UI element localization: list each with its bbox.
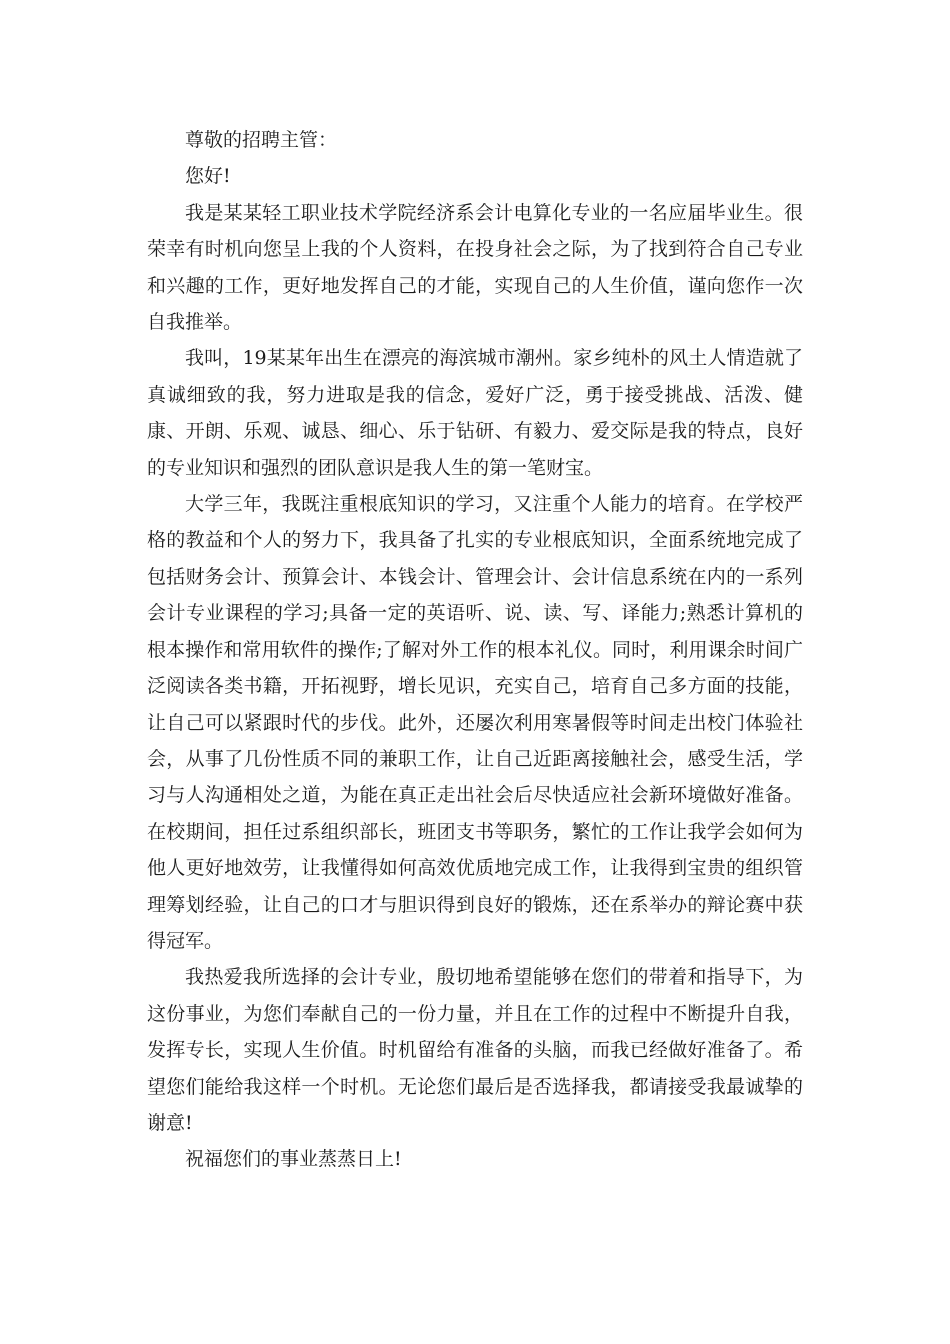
greeting: 您好!	[185, 165, 231, 188]
closing: 祝福您们的事业蒸蒸日上!	[185, 1148, 402, 1171]
paragraph-aspiration: 我热爱我所选择的会计专业，殷切地希望能够在您们的带着和指导下，为这份事业，为您们奉献自己的一份力量，并且在工作的过程中不断提升自我，发挥专长，实现人生价值。时机留给有准备的头脑，而我已经做好准备了。希望您们能给我这样一个时机。无论您们最后是否选择我，都请接受我最诚挚的谢意!	[147, 966, 803, 1134]
paragraph-education: 大学三年，我既注重根底知识的学习，又注重个人能力的培育。在学校严格的教益和个人的努力下，我具备了扎实的专业根底知识，全面系统地完成了包括财务会计、预算会计、本钱会计、管理会计、会计信息系统在内的一系列会计专业课程的学习;具备一定的英语听、说、读、写、译能力;熟悉计算机的根本操作和常用软件的操作;了解对外工作的根本礼仪。同时，利用课余时间广泛阅读各类书籍，开拓视野，增长见识，充实自己，培育自己多方面的技能，让自己可以紧跟时代的步伐。此外，还屡次利用寒暑假等时间走出校门体验社会，从事了几份性质不同的兼职工作，让自己近距离接触社会，感受生活，学习与人沟通相处之道，为能在真正走出社会后尽快适应社会新环境做好准备。在校期间，担任过系组织部长，班团支书等职务，繁忙的工作让我学会如何为他人更好地效劳，让我懂得如何高效优质地完成工作，让我得到宝贵的组织管理筹划经验，让自己的口才与胆识得到良好的锻炼，还在系举办的辩论赛中获得冠军。	[147, 493, 803, 952]
paragraph-background: 我叫，19某某年出生在漂亮的海滨城市潮州。家乡纯朴的风土人情造就了真诚细致的我，努力进取是我的信念，爱好广泛，勇于接受挑战、活泼、健康、开朗、乐观、诚恳、细心、乐于钻研、有毅力、爱交际是我的特点，良好的专业知识和强烈的团队意识是我人生的第一笔财宝。	[147, 347, 803, 479]
cover-letter	[147, 122, 803, 1178]
paragraph-introduction: 我是某某轻工职业技术学院经济系会计电算化专业的一名应届毕业生。很荣幸有时机向您呈上我的个人资料，在投身社会之际，为了找到符合自己专业和兴趣的工作，更好地发挥自己的才能，实现自己的人生价值，谨向您作一次自我推举。	[147, 201, 803, 334]
salutation: 尊敬的招聘主管：	[185, 129, 338, 151]
